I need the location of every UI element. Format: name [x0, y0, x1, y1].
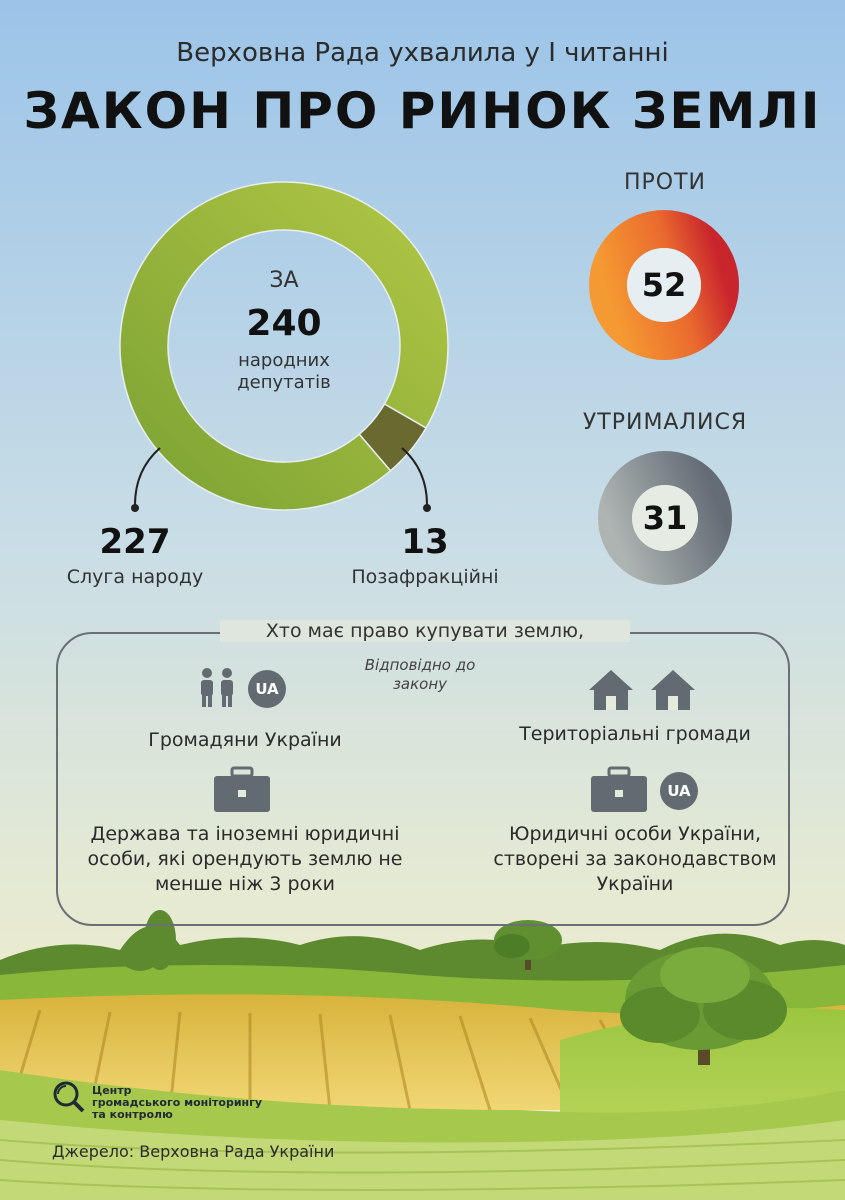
- abstained-ring: [598, 451, 732, 585]
- briefcase-icon: [212, 766, 272, 814]
- who-can-buy-heading: Хто має право купувати землю,: [220, 620, 630, 642]
- abstained-label: УТРИМАЛИСЯ: [582, 410, 748, 435]
- state-foreign-entities-label: Держава та іноземні юридичні особи, які орендують землю не менше ніж 3 роки: [87, 823, 403, 895]
- subtitle: Верховна Рада ухвалила у І читанні: [176, 38, 669, 68]
- magnifier-logo-icon: [50, 1078, 86, 1114]
- against-ring: [588, 209, 740, 361]
- source-note: Джерело: Верховна Рада України: [52, 1142, 335, 1161]
- abstained-value: 31: [642, 499, 688, 537]
- ukrainian-legal-entities-label: Юридичні особи України, створені за законодавством України: [493, 823, 777, 895]
- ua-badge-icon: UA: [660, 772, 698, 810]
- for-total-unit: народних депутатів: [237, 350, 331, 393]
- citizens-label: Громадяни України: [148, 729, 342, 751]
- houses-icon: [587, 668, 699, 712]
- communities-label: Територіальні громади: [519, 723, 751, 745]
- briefcase-icon: [589, 766, 649, 814]
- organization-name: Центр громадського моніторингу та контролю: [92, 1084, 263, 1121]
- according-to-law-note: Відповідно до закону: [364, 656, 476, 693]
- page-title: ЗАКОН ПРО РИНОК ЗЕМЛІ: [23, 82, 822, 140]
- value-label-servant: 227: [99, 522, 171, 562]
- ua-badge-icon: UA: [248, 670, 286, 708]
- value-label-nonfaction: 13: [401, 522, 449, 562]
- category-label-servant: Слуга народу: [66, 566, 204, 588]
- people-icon: [196, 668, 240, 708]
- for-label: ЗА: [269, 268, 299, 293]
- against-label: ПРОТИ: [623, 170, 707, 195]
- category-label-nonfaction: Позафракційні: [351, 566, 499, 588]
- against-value: 52: [641, 266, 687, 304]
- for-total: 240: [246, 303, 322, 344]
